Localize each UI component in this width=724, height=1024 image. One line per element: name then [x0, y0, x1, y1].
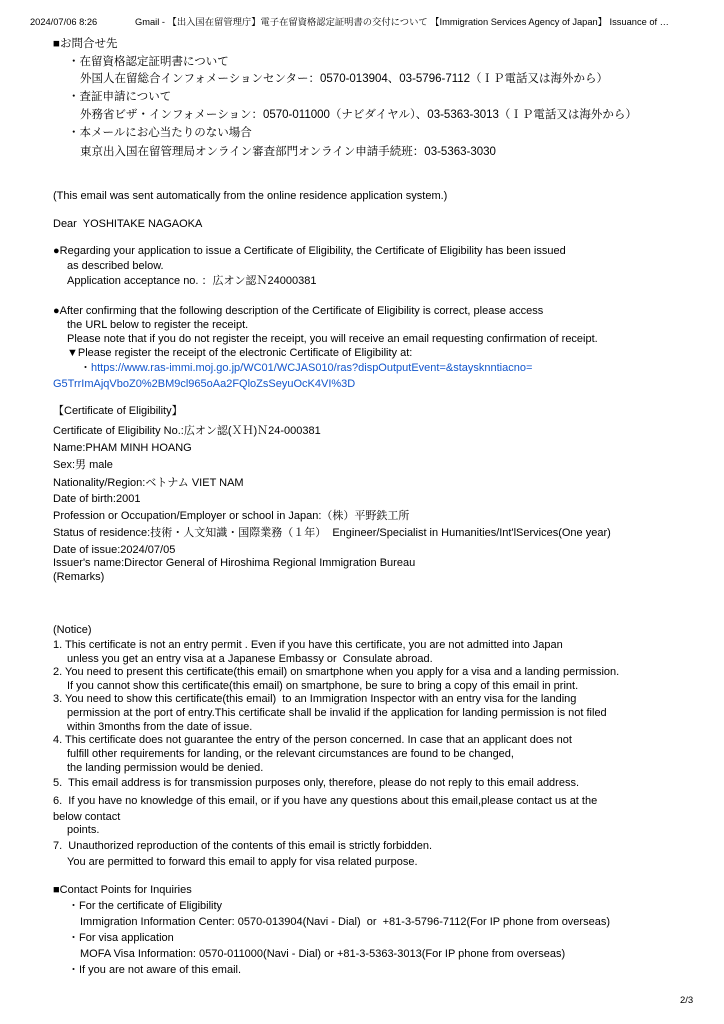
application-acceptance-no: Application acceptance no. ：広オン認Ｎ24000381: [67, 275, 317, 287]
jp-contact-item-visa-detail: 外務省ビザ・インフォメーション：0570-011000（ナビダイヤル）、03-5363-3013（ＩＰ電話又は海外から）: [80, 109, 637, 121]
en-contact-item-coe-label: ・For the certificate of Eligibility: [68, 900, 223, 912]
notice-line: You are permitted to forward this email to apply for visa related purpose.: [67, 856, 418, 868]
url-bullet: ・: [80, 362, 91, 374]
issued-notice-line-1: ●Regarding your application to issue a Certificate of Eligibility, the Certificate of Eligibility has been issued: [53, 245, 566, 257]
en-contact-item-unknown-label: ・If you are not aware of this email.: [68, 964, 242, 976]
notice-line: below contact: [53, 811, 121, 823]
page-number: 2/3: [680, 995, 694, 1006]
notice-line: points.: [67, 824, 100, 836]
certificate-field-sex: Sex:男 male: [53, 459, 113, 471]
certificate-field-issue-date: Date of issue:2024/07/05: [53, 544, 176, 556]
notice-line: 5. This email address is for transmission purposes only, therefore, please do not reply to this email address.: [53, 777, 580, 789]
receipt-url-link-part-2[interactable]: G5TrrImAjqVboZ0%2BM9cl965oAa2FQloZsSeyuOcK4VI%3D: [53, 378, 356, 390]
auto-sent-note: (This email was sent automatically from the online residence application system.): [53, 190, 448, 202]
receipt-notice-line-1: ●After confirming that the following description of the Certificate of Eligibility is correct, please access: [53, 305, 544, 317]
certificate-field-name: Name:PHAM MINH HOANG: [53, 442, 192, 454]
notice-line: 1. This certificate is not an entry permit . Even if you have this certificate, you are not admitted into Japan: [53, 639, 563, 651]
receipt-url-link-part-1[interactable]: https://www.ras-immi.moj.go.jp/WC01/WCJAS010/ras?dispOutputEvent=&staysknntiacno=: [91, 362, 533, 374]
en-contact-item-visa-detail: MOFA Visa Information: 0570-011000(Navi - Dial) or +81-3-5363-3013(For IP phone from overseas): [80, 948, 566, 960]
receipt-notice-line-2: the URL below to register the receipt.: [67, 319, 249, 331]
print-timestamp: 2024/07/06 8:26: [30, 17, 98, 27]
receipt-notice-line-3: Please note that if you do not register the receipt, you will receive an email requesting confirmation of receipt.: [67, 333, 598, 345]
notice-line: 3. You need to show this certificate(this email) to an Immigration Inspector with an entry visa for the landing: [53, 693, 577, 705]
notice-line: 2. You need to present this certificate(this email) on smartphone when you apply for a visa and a landing permission.: [53, 666, 620, 678]
certificate-field-number: Certificate of Eligibility No.:広オン認(ＸＨ)Ｎ24-000381: [53, 425, 321, 437]
receipt-notice-line-4: ▼Please register the receipt of the electronic Certificate of Eligibility at:: [67, 347, 413, 359]
certificate-field-birth-date: Date of birth:2001: [53, 493, 141, 505]
en-contact-item-visa-label: ・For visa application: [68, 932, 174, 944]
certificate-field-status: Status of residence:技術・人文知識・国際業務（１年） Engineer/Specialist in Humanities/Int'lServices(One year): [53, 527, 611, 539]
jp-contact-item-unknown-detail: 東京出入国在留管理局オンライン審査部門オンライン申請手続班：03-5363-3030: [80, 146, 496, 158]
notice-line: fulfill other requirements for landing, or the relevant circumstances are found to be changed,: [67, 748, 514, 760]
notice-heading: (Notice): [53, 624, 92, 636]
notice-line: unless you get an entry visa at a Japanese Embassy or Consulate abroad.: [67, 653, 433, 665]
issued-notice-line-2: as described below.: [67, 260, 164, 272]
certificate-field-profession: Profession or Occupation/Employer or school in Japan:（株）平野鉄工所: [53, 510, 410, 522]
certificate-heading: 【Certificate of Eligibility】: [53, 405, 183, 417]
jp-contact-heading: ■お問合せ先: [53, 38, 118, 50]
certificate-field-issuer: Issuer's name:Director General of Hiroshima Regional Immigration Bureau: [53, 557, 416, 569]
jp-contact-item-coe-label: ・在留資格認定証明書について: [68, 56, 229, 68]
notice-line: 4. This certificate does not guarantee the entry of the person concerned. In case that an applicant does not: [53, 734, 572, 746]
certificate-field-nationality: Nationality/Region:ベトナム VIET NAM: [53, 477, 244, 489]
notice-line: If you cannot show this certificate(this email) on smartphone, be sure to bring a copy of this email in print.: [67, 680, 579, 692]
notice-line: the landing permission would be denied.: [67, 762, 264, 774]
notice-line: permission at the port of entry.This certificate shall be invalid if the application for landing permission is not filed: [67, 707, 607, 719]
en-contact-item-coe-detail: Immigration Information Center: 0570-013904(Navi - Dial) or +81-3-5796-7112(For IP phone from overseas): [80, 916, 610, 928]
jp-contact-item-coe-detail: 外国人在留総合インフォメーションセンター：0570-013904、03-5796-7112（ＩＰ電話又は海外から）: [80, 73, 609, 85]
certificate-field-remarks: (Remarks): [53, 571, 105, 583]
jp-contact-item-visa-label: ・査証申請について: [68, 91, 172, 103]
jp-contact-item-unknown-label: ・本メールにお心当たりのない場合: [68, 127, 252, 139]
receipt-url-line: [80, 361, 532, 375]
greeting: Dear YOSHITAKE NAGAOKA: [53, 218, 203, 230]
email-subject-title: Gmail - 【出入国在留管理庁】電子在留資格認定証明書の交付について 【Immigration Services Agency of Japan】 Issuance of …: [135, 17, 669, 27]
notice-line: within 3months from the date of issue.: [67, 721, 253, 733]
notice-line: 7. Unauthorized reproduction of the contents of this email is strictly forbidden.: [53, 840, 433, 852]
en-contact-heading: ■Contact Points for Inquiries: [53, 884, 192, 896]
notice-line: 6. If you have no knowledge of this email, or if you have any questions about this email,please contact us at the: [53, 795, 598, 807]
